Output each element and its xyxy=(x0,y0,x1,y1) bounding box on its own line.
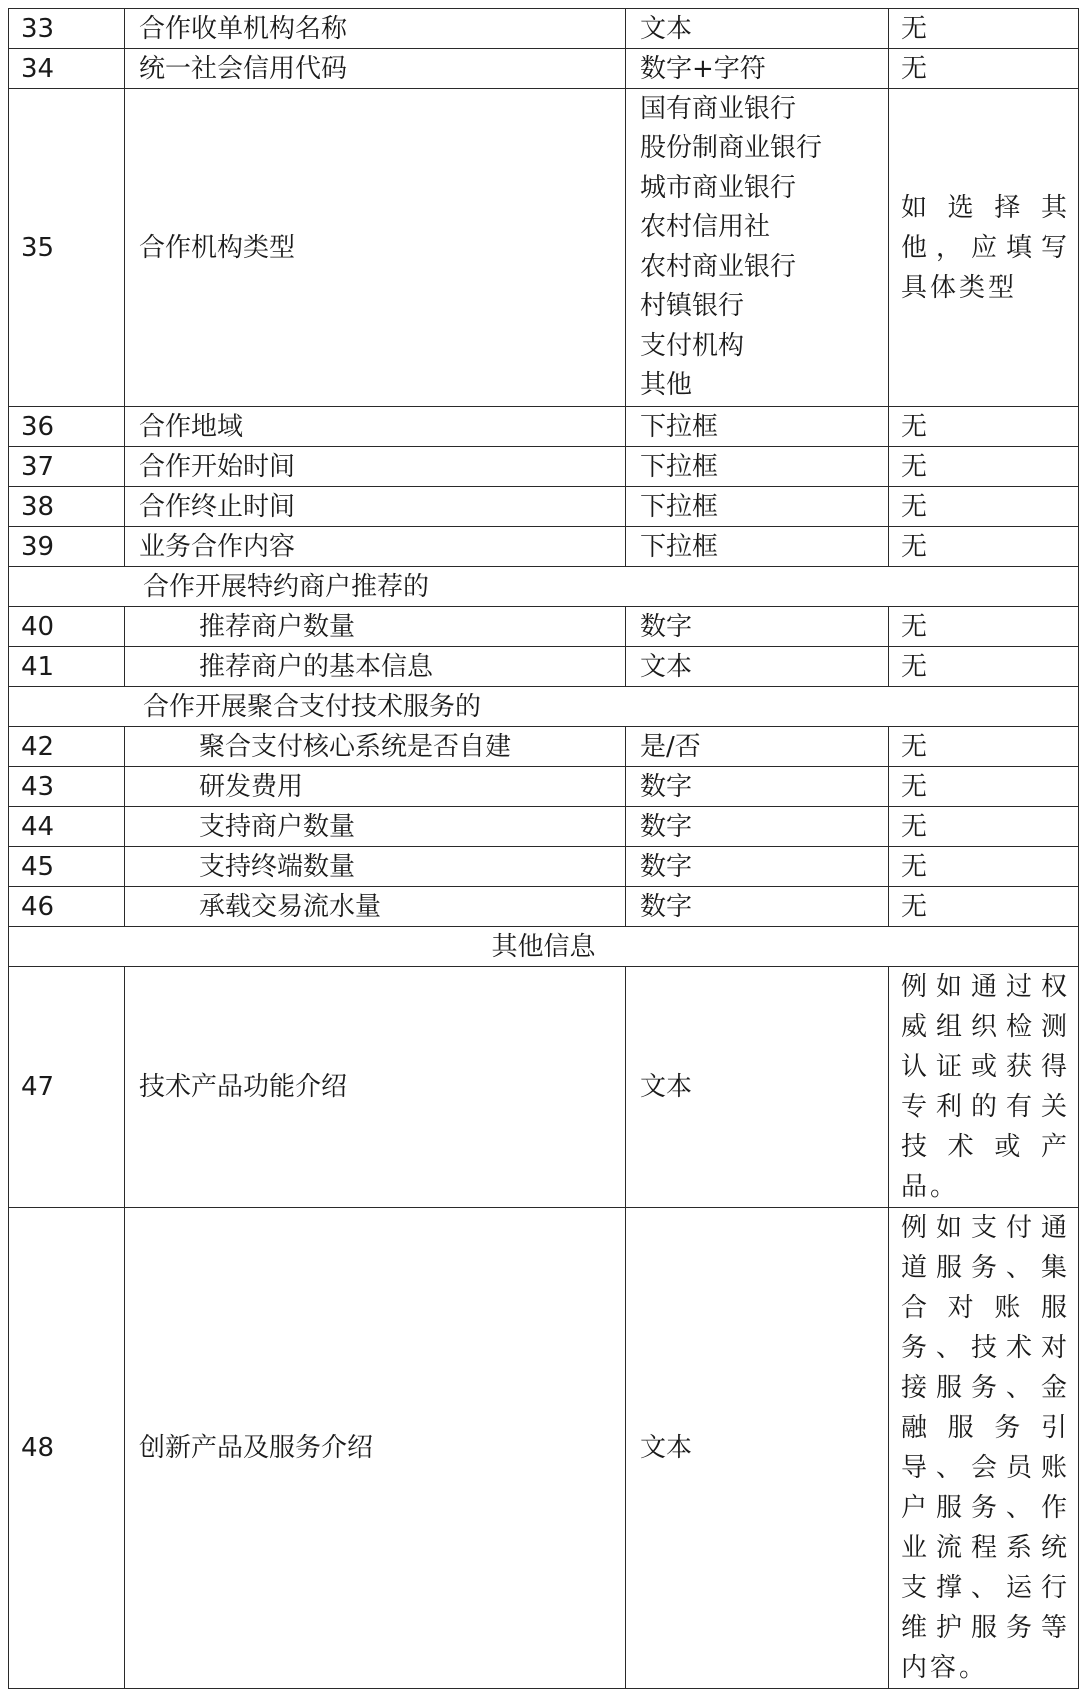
type-option: 村镇银行 xyxy=(640,291,745,321)
field-note: 无 xyxy=(889,407,1079,447)
section-heading: 合作开展聚合支付技术服务的 xyxy=(9,687,1079,727)
field-note: 无 xyxy=(889,887,1079,927)
field-type-options xyxy=(626,89,889,407)
type-option: 农村信用社 xyxy=(640,212,771,242)
field-name: 推荐商户的基本信息 xyxy=(125,647,626,687)
section-heading: 其他信息 xyxy=(9,927,1079,967)
field-name: 支持商户数量 xyxy=(125,807,626,847)
field-note: 例如通过权威组织检测认证或获得专利的有关技术或产品。 xyxy=(889,967,1079,1208)
table-row xyxy=(9,447,1079,487)
field-name: 创新产品及服务介绍 xyxy=(125,1208,626,1689)
field-note: 无 xyxy=(889,527,1079,567)
field-name: 合作机构类型 xyxy=(125,89,626,407)
field-name: 技术产品功能介绍 xyxy=(125,967,626,1208)
type-option: 国有商业银行 xyxy=(640,93,797,124)
row-number: 33 xyxy=(9,9,125,49)
data-field-table xyxy=(8,8,1079,1689)
field-type: 下拉框 xyxy=(626,527,889,567)
field-note: 无 xyxy=(889,807,1079,847)
table-row xyxy=(9,607,1079,647)
table-row xyxy=(9,487,1079,527)
row-number: 44 xyxy=(9,807,125,847)
field-note: 无 xyxy=(889,49,1079,89)
table-row xyxy=(9,847,1079,887)
field-name: 合作开始时间 xyxy=(125,447,626,487)
row-number: 38 xyxy=(9,487,125,527)
row-number: 42 xyxy=(9,727,125,767)
table-row xyxy=(9,89,1079,407)
field-note: 无 xyxy=(889,9,1079,49)
field-name: 业务合作内容 xyxy=(125,527,626,567)
field-type: 下拉框 xyxy=(626,407,889,447)
field-type: 下拉框 xyxy=(626,487,889,527)
field-type: 文本 xyxy=(626,1208,889,1689)
field-note: 无 xyxy=(889,647,1079,687)
section-row xyxy=(9,567,1079,607)
type-option: 其他 xyxy=(640,370,693,400)
row-number: 37 xyxy=(9,447,125,487)
table-row xyxy=(9,647,1079,687)
field-name: 推荐商户数量 xyxy=(125,607,626,647)
field-type: 数字 xyxy=(626,887,889,927)
field-name: 承载交易流水量 xyxy=(125,887,626,927)
field-type: 数字 xyxy=(626,807,889,847)
row-number: 36 xyxy=(9,407,125,447)
row-number: 43 xyxy=(9,767,125,807)
row-number: 40 xyxy=(9,607,125,647)
field-type: 数字 xyxy=(626,847,889,887)
field-name: 统一社会信用代码 xyxy=(125,49,626,89)
field-type: 数字 xyxy=(626,767,889,807)
field-type: 文本 xyxy=(626,9,889,49)
table-row xyxy=(9,767,1079,807)
row-number: 47 xyxy=(9,967,125,1208)
row-number: 48 xyxy=(9,1208,125,1689)
field-type: 文本 xyxy=(626,647,889,687)
field-note: 无 xyxy=(889,727,1079,767)
field-type: 下拉框 xyxy=(626,447,889,487)
field-name: 合作终止时间 xyxy=(125,487,626,527)
table-row xyxy=(9,727,1079,767)
table-row xyxy=(9,1208,1079,1689)
field-name: 研发费用 xyxy=(125,767,626,807)
field-note: 如选择其他，应填写具体类型 xyxy=(889,89,1079,407)
type-option: 股份制商业银行 xyxy=(640,133,823,163)
field-type: 数字 xyxy=(626,607,889,647)
field-type: 数字+字符 xyxy=(626,49,889,89)
table-row xyxy=(9,407,1079,447)
field-note: 无 xyxy=(889,607,1079,647)
field-name: 聚合支付核心系统是否自建 xyxy=(125,727,626,767)
section-heading: 合作开展特约商户推荐的 xyxy=(9,567,1079,607)
field-note: 无 xyxy=(889,447,1079,487)
field-name: 合作地域 xyxy=(125,407,626,447)
row-number: 35 xyxy=(9,89,125,407)
field-type: 是/否 xyxy=(626,727,889,767)
row-number: 46 xyxy=(9,887,125,927)
field-note: 无 xyxy=(889,487,1079,527)
row-number: 34 xyxy=(9,49,125,89)
field-note: 无 xyxy=(889,847,1079,887)
field-note: 例如支付通道服务、集合对账服务、技术对接服务、金融服务引导、会员账户服务、作业流程系统支撑、运行维护服务等内容。 xyxy=(889,1208,1079,1689)
type-option: 城市商业银行 xyxy=(640,172,797,203)
table-row xyxy=(9,49,1079,89)
table-row xyxy=(9,887,1079,927)
type-option: 支付机构 xyxy=(640,330,745,361)
row-number: 45 xyxy=(9,847,125,887)
section-row xyxy=(9,927,1079,967)
field-name: 合作收单机构名称 xyxy=(125,9,626,49)
field-type: 文本 xyxy=(626,967,889,1208)
type-option: 农村商业银行 xyxy=(640,251,797,282)
field-name: 支持终端数量 xyxy=(125,847,626,887)
table-row xyxy=(9,527,1079,567)
table-row xyxy=(9,967,1079,1208)
section-row xyxy=(9,687,1079,727)
table-row xyxy=(9,9,1079,49)
row-number: 39 xyxy=(9,527,125,567)
row-number: 41 xyxy=(9,647,125,687)
field-note: 无 xyxy=(889,767,1079,807)
table-row xyxy=(9,807,1079,847)
